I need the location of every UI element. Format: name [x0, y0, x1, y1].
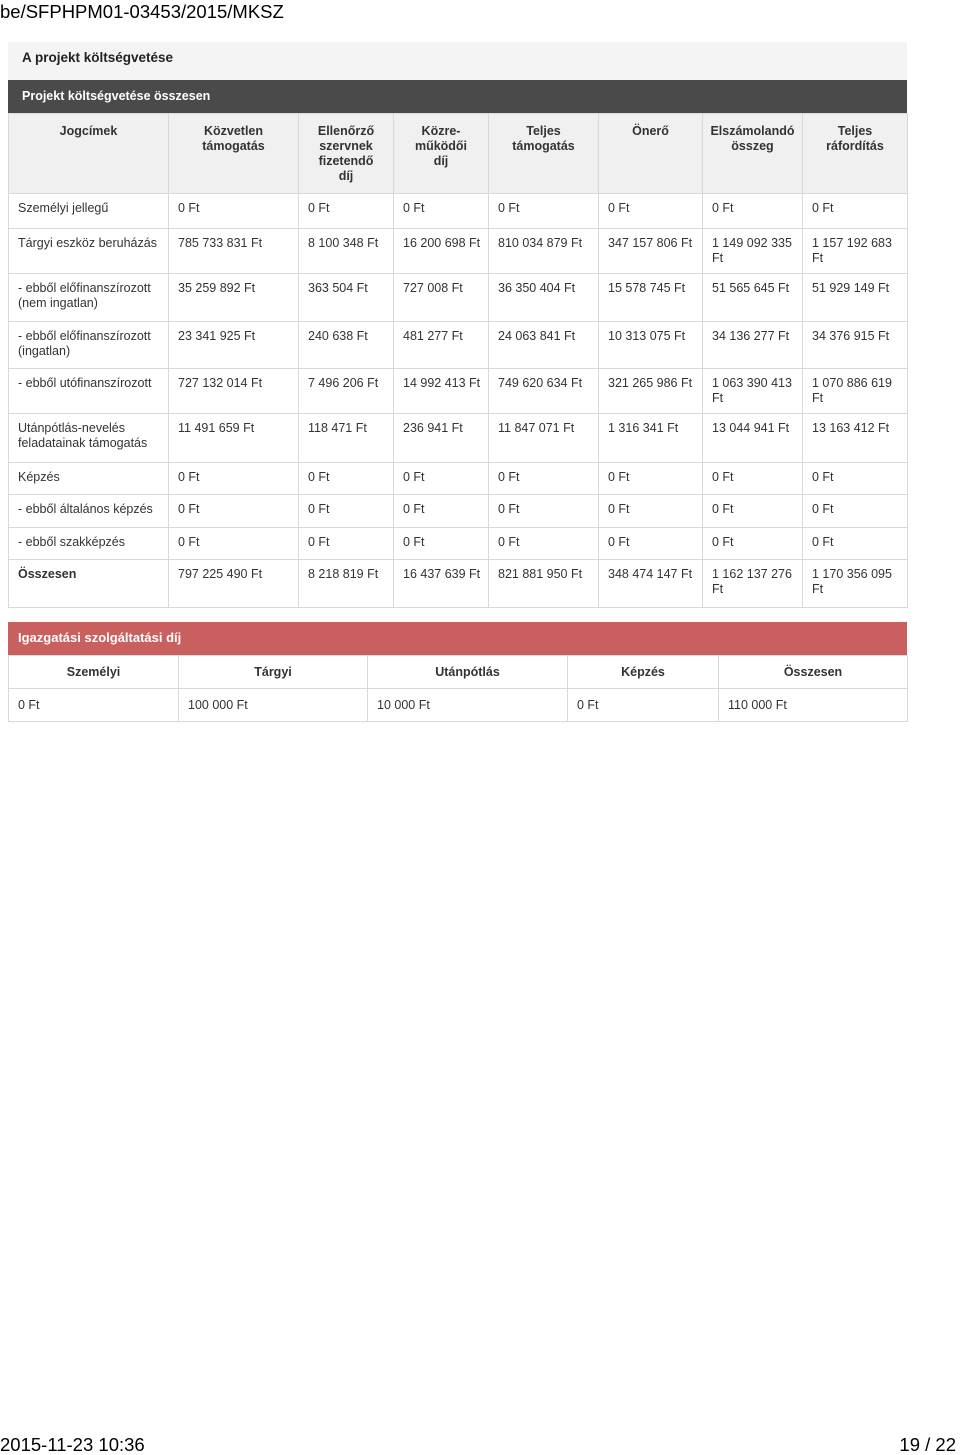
print-timestamp: 2015-11-23 10:36	[0, 1434, 145, 1455]
admin-fee-section	[8, 622, 907, 722]
row-utanpotlas-neveles	[9, 414, 908, 463]
row-label: - ebből utófinanszírozott	[9, 369, 169, 414]
cell-ellenorzo-dij: 363 504 Ft	[299, 274, 394, 322]
header-kepzes: Képzés	[568, 656, 719, 689]
cell-kozremukodoi-dij: 0 Ft	[394, 495, 489, 528]
cell-kozremukodoi-dij: 727 008 Ft	[394, 274, 489, 322]
cell-onero: 347 157 806 Ft	[599, 229, 703, 274]
cell-kozremukodoi-dij: 236 941 Ft	[394, 414, 489, 463]
row-label: - ebből előfinanszírozott (ingatlan)	[9, 322, 169, 369]
cell-kozvetlen-tamogatas: 0 Ft	[169, 495, 299, 528]
document-code: be/SFPHPM01-03453/2015/MKSZ	[0, 1, 284, 22]
cell-teljes-raforditas: 0 Ft	[803, 528, 908, 560]
row-elofinanszirozott-nem-ingatlan	[9, 274, 908, 322]
cell-ellenorzo-dij: 8 218 819 Ft	[299, 560, 394, 608]
cell-kozvetlen-tamogatas: 0 Ft	[169, 463, 299, 495]
cell-kozvetlen-tamogatas: 23 341 925 Ft	[169, 322, 299, 369]
cell-onero: 0 Ft	[599, 194, 703, 229]
cell-teljes-tamogatas: 0 Ft	[489, 194, 599, 229]
cell-teljes-raforditas: 34 376 915 Ft	[803, 322, 908, 369]
cell-elszamolando-osszeg: 13 044 941 Ft	[703, 414, 803, 463]
cell-onero: 1 316 341 Ft	[599, 414, 703, 463]
row-altalanos-kepzes	[9, 495, 908, 528]
cell-elszamolando-osszeg: 0 Ft	[703, 528, 803, 560]
cell-teljes-raforditas: 1 170 356 095 Ft	[803, 560, 908, 608]
admin-fee-title: Igazgatási szolgáltatási díj	[8, 622, 907, 655]
cell-elszamolando-osszeg: 0 Ft	[703, 463, 803, 495]
cell-elszamolando-osszeg: 0 Ft	[703, 194, 803, 229]
row-szakkepzes	[9, 528, 908, 560]
row-label: - ebből előfinanszírozott (nem ingatlan)	[9, 274, 169, 322]
row-targyi-eszkoz-beruhazas	[9, 229, 908, 274]
cell-onero: 10 313 075 Ft	[599, 322, 703, 369]
cell-kozvetlen-tamogatas: 785 733 831 Ft	[169, 229, 299, 274]
cell-osszesen: 110 000 Ft	[719, 689, 908, 722]
header-kozremukodoi-dij: Közre- működői díj	[394, 114, 489, 194]
section-title: A projekt költségvetése	[8, 42, 907, 80]
cell-kozremukodoi-dij: 0 Ft	[394, 463, 489, 495]
cell-teljes-tamogatas: 24 063 841 Ft	[489, 322, 599, 369]
cell-elszamolando-osszeg: 1 162 137 276 Ft	[703, 560, 803, 608]
cell-kozremukodoi-dij: 14 992 413 Ft	[394, 369, 489, 414]
budget-table-title: Projekt költségvetése összesen	[8, 80, 907, 113]
budget-header-row	[9, 114, 908, 194]
cell-ellenorzo-dij: 0 Ft	[299, 528, 394, 560]
cell-teljes-raforditas: 0 Ft	[803, 495, 908, 528]
cell-onero: 0 Ft	[599, 463, 703, 495]
cell-teljes-raforditas: 1 070 886 619 Ft	[803, 369, 908, 414]
row-label: Képzés	[9, 463, 169, 495]
cell-ellenorzo-dij: 0 Ft	[299, 463, 394, 495]
cell-kozvetlen-tamogatas: 797 225 490 Ft	[169, 560, 299, 608]
cell-ellenorzo-dij: 0 Ft	[299, 194, 394, 229]
header-ellenorzo-dij: Ellenőrző szervnek fizetendő díj	[299, 114, 394, 194]
cell-szemelyi: 0 Ft	[9, 689, 179, 722]
cell-teljes-tamogatas: 0 Ft	[489, 528, 599, 560]
cell-kozvetlen-tamogatas: 0 Ft	[169, 528, 299, 560]
cell-teljes-tamogatas: 11 847 071 Ft	[489, 414, 599, 463]
row-label-total: Összesen	[9, 560, 169, 608]
header-onero: Önerő	[599, 114, 703, 194]
row-elofinanszirozott-ingatlan	[9, 322, 908, 369]
cell-teljes-tamogatas: 0 Ft	[489, 463, 599, 495]
cell-ellenorzo-dij: 240 638 Ft	[299, 322, 394, 369]
header-targyi: Tárgyi	[179, 656, 368, 689]
cell-kozvetlen-tamogatas: 35 259 892 Ft	[169, 274, 299, 322]
cell-kozvetlen-tamogatas: 727 132 014 Ft	[169, 369, 299, 414]
cell-ellenorzo-dij: 0 Ft	[299, 495, 394, 528]
admin-fee-table	[8, 655, 908, 722]
row-label: Személyi jellegű	[9, 194, 169, 229]
cell-ellenorzo-dij: 7 496 206 Ft	[299, 369, 394, 414]
cell-teljes-tamogatas: 749 620 634 Ft	[489, 369, 599, 414]
cell-teljes-tamogatas: 0 Ft	[489, 495, 599, 528]
cell-elszamolando-osszeg: 34 136 277 Ft	[703, 322, 803, 369]
row-label: Utánpótlás-nevelés feladatainak támogatás	[9, 414, 169, 463]
cell-elszamolando-osszeg: 51 565 645 Ft	[703, 274, 803, 322]
cell-kozremukodoi-dij: 16 437 639 Ft	[394, 560, 489, 608]
budget-section	[8, 42, 907, 608]
cell-elszamolando-osszeg: 1 149 092 335 Ft	[703, 229, 803, 274]
cell-teljes-raforditas: 0 Ft	[803, 463, 908, 495]
row-label: - ebből szakképzés	[9, 528, 169, 560]
header-szemelyi: Személyi	[9, 656, 179, 689]
cell-kozremukodoi-dij: 0 Ft	[394, 194, 489, 229]
header-teljes-tamogatas: Teljes támogatás	[489, 114, 599, 194]
page-number: 19 / 22	[899, 1434, 956, 1455]
cell-kozvetlen-tamogatas: 11 491 659 Ft	[169, 414, 299, 463]
row-osszesen	[9, 560, 908, 608]
header-osszesen: Összesen	[719, 656, 908, 689]
header-kozvetlen-tamogatas: Közvetlen támogatás	[169, 114, 299, 194]
admin-fee-values-row	[9, 689, 908, 722]
cell-teljes-tamogatas: 821 881 950 Ft	[489, 560, 599, 608]
cell-onero: 348 474 147 Ft	[599, 560, 703, 608]
cell-elszamolando-osszeg: 0 Ft	[703, 495, 803, 528]
cell-onero: 15 578 745 Ft	[599, 274, 703, 322]
budget-table	[8, 113, 908, 608]
header-elszamolando-osszeg: Elszámolandó összeg	[703, 114, 803, 194]
cell-targyi: 100 000 Ft	[179, 689, 368, 722]
row-szemelyi-jellegu	[9, 194, 908, 229]
cell-teljes-raforditas: 51 929 149 Ft	[803, 274, 908, 322]
cell-onero: 321 265 986 Ft	[599, 369, 703, 414]
row-label: - ebből általános képzés	[9, 495, 169, 528]
admin-fee-header-row	[9, 656, 908, 689]
cell-teljes-tamogatas: 810 034 879 Ft	[489, 229, 599, 274]
cell-onero: 0 Ft	[599, 495, 703, 528]
cell-teljes-raforditas: 13 163 412 Ft	[803, 414, 908, 463]
row-kepzes	[9, 463, 908, 495]
cell-kepzes: 0 Ft	[568, 689, 719, 722]
header-jogcimek: Jogcímek	[9, 114, 169, 194]
row-label: Tárgyi eszköz beruházás	[9, 229, 169, 274]
header-utanpotlas: Utánpótlás	[368, 656, 568, 689]
cell-kozvetlen-tamogatas: 0 Ft	[169, 194, 299, 229]
cell-teljes-tamogatas: 36 350 404 Ft	[489, 274, 599, 322]
cell-kozremukodoi-dij: 0 Ft	[394, 528, 489, 560]
cell-kozremukodoi-dij: 16 200 698 Ft	[394, 229, 489, 274]
header-teljes-raforditas: Teljes ráfordítás	[803, 114, 908, 194]
cell-onero: 0 Ft	[599, 528, 703, 560]
cell-elszamolando-osszeg: 1 063 390 413 Ft	[703, 369, 803, 414]
cell-ellenorzo-dij: 8 100 348 Ft	[299, 229, 394, 274]
cell-ellenorzo-dij: 118 471 Ft	[299, 414, 394, 463]
cell-teljes-raforditas: 1 157 192 683 Ft	[803, 229, 908, 274]
cell-utanpotlas: 10 000 Ft	[368, 689, 568, 722]
cell-kozremukodoi-dij: 481 277 Ft	[394, 322, 489, 369]
cell-teljes-raforditas: 0 Ft	[803, 194, 908, 229]
row-utofinanszirozott	[9, 369, 908, 414]
